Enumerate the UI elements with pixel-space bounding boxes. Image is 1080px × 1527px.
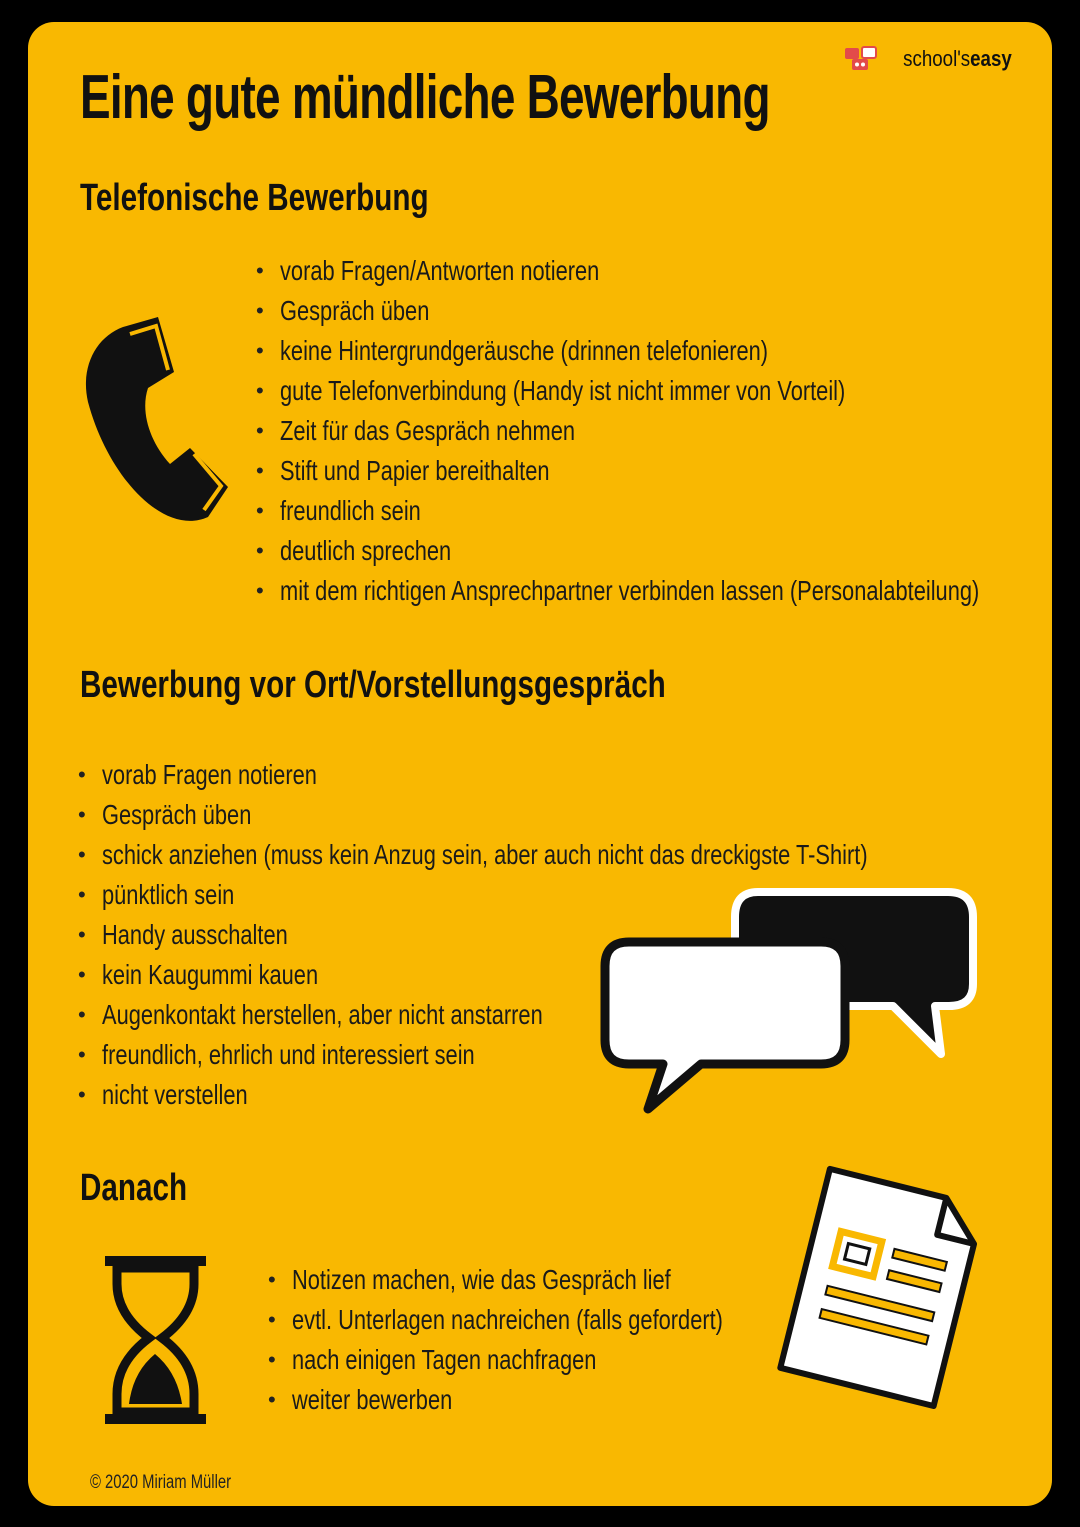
danach-list	[268, 1260, 845, 1420]
list-item: • freundlich, ehrlich und interessiert sein	[78, 1035, 1052, 1075]
speech-bubbles-icon	[593, 884, 983, 1114]
list-item: • vorab Fragen/Antworten notieren	[256, 251, 1052, 291]
heading-vorort: Bewerbung vor Ort/Vorstellungsgespräch	[80, 664, 666, 706]
brand-logo	[844, 46, 1012, 72]
logo-text-plain: school's	[903, 46, 971, 71]
list-item: • Zeit für das Gespräch nehmen	[256, 411, 1052, 451]
list-item: • Gespräch üben	[256, 291, 1052, 331]
list-item: • evtl. Unterlagen nachreichen (falls gefordert)	[268, 1300, 845, 1340]
page-title: Eine gute mündliche Bewerbung	[80, 63, 770, 132]
heading-telefon: Telefonische Bewerbung	[80, 177, 429, 219]
list-item: • vorab Fragen notieren	[78, 755, 1052, 795]
list-item: • keine Hintergrundgeräusche (drinnen telefonieren)	[256, 331, 1052, 371]
list-item: • Augenkontakt herstellen, aber nicht anstarren	[78, 995, 1052, 1035]
list-item: • gute Telefonverbindung (Handy ist nicht immer von Vorteil)	[256, 371, 1052, 411]
list-item: • pünktlich sein	[78, 875, 1052, 915]
list-item: • nicht verstellen	[78, 1075, 1052, 1115]
list-item: • freundlich sein	[256, 491, 1052, 531]
copyright: © 2020 Miriam Müller	[90, 1472, 232, 1493]
list-item: • Gespräch üben	[78, 795, 1052, 835]
chat-logo-icon	[844, 46, 878, 72]
list-item: • mit dem richtigen Ansprechpartner verbinden lassen (Personalabteilung)	[256, 571, 1052, 611]
poster-card	[28, 22, 1052, 1506]
list-item: • kein Kaugummi kauen	[78, 955, 1052, 995]
list-item: • weiter bewerben	[268, 1380, 845, 1420]
logo-text-bold: easy	[970, 46, 1012, 71]
list-item: • Notizen machen, wie das Gespräch lief	[268, 1260, 845, 1300]
document-icon	[773, 1164, 983, 1409]
list-item: • deutlich sprechen	[256, 531, 1052, 571]
list-item: • nach einigen Tagen nachfragen	[268, 1340, 845, 1380]
phone-icon	[78, 312, 238, 532]
list-item: • schick anziehen (muss kein Anzug sein, aber auch nicht das dreckigste T-Shirt)	[78, 835, 1052, 875]
list-item: • Handy ausschalten	[78, 915, 1052, 955]
list-item: • Stift und Papier bereithalten	[256, 451, 1052, 491]
telefon-list	[256, 251, 1052, 611]
hourglass-icon	[103, 1254, 208, 1426]
heading-danach: Danach	[80, 1167, 188, 1209]
